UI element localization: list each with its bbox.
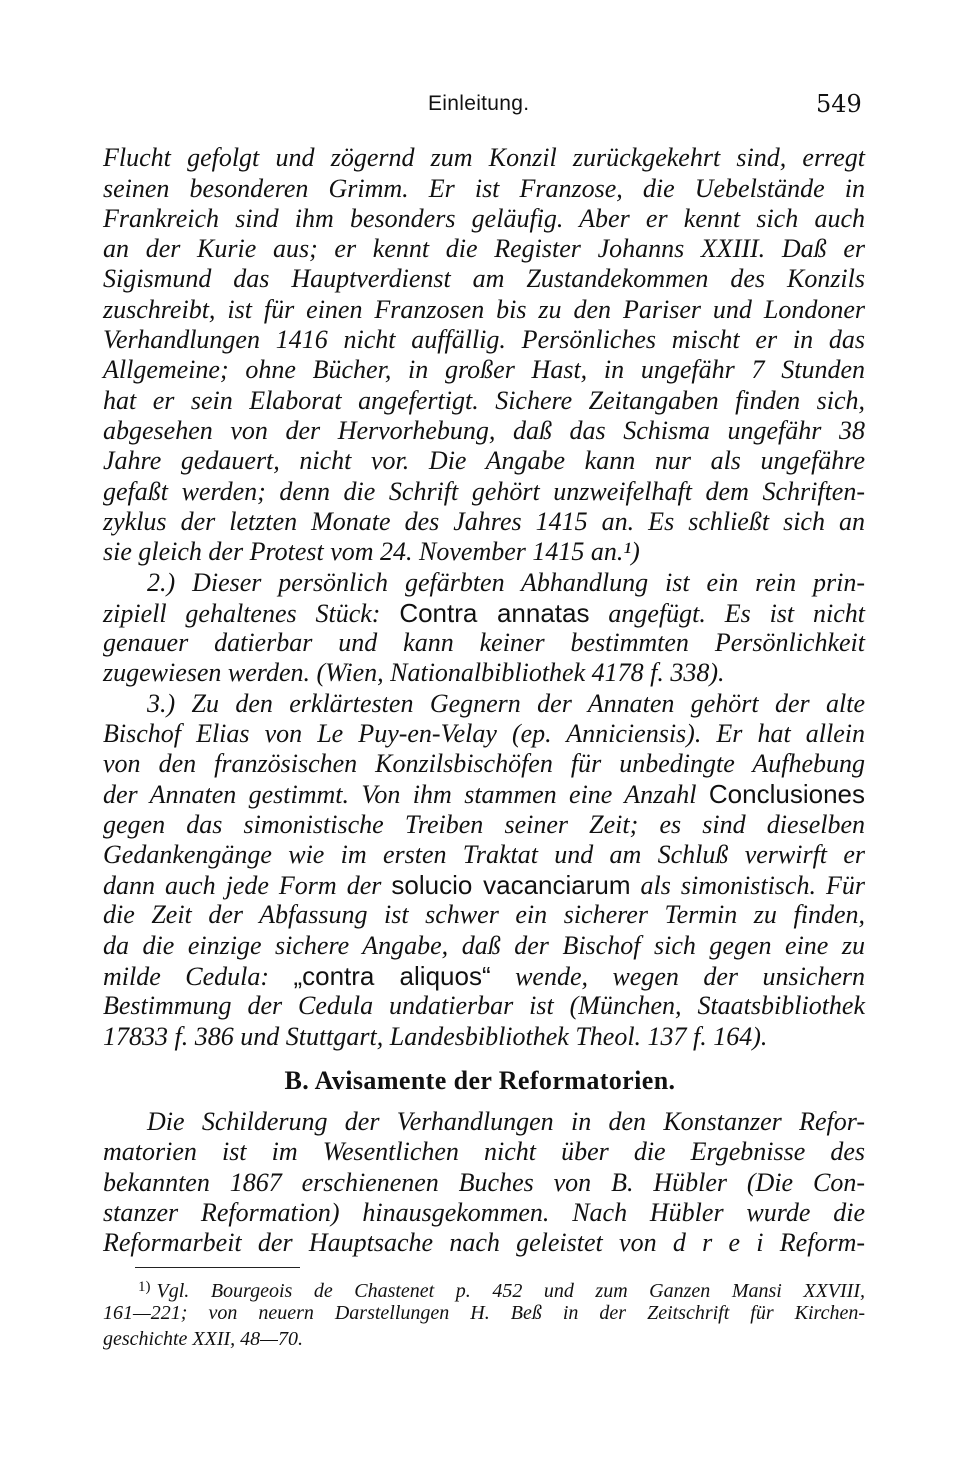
text-line: Gedankengänge wie im ersten Traktat und am Schluß verwirft er xyxy=(103,840,865,869)
text-line: zugewiesen werden. (Wien, Nationalbibliothek 4178 f. 338). xyxy=(103,658,725,687)
text-line: die Zeit der Abfassung ist schwer ein sicherer Termin zu finden, xyxy=(103,900,865,929)
text-segment: milde Cedula: xyxy=(103,962,294,991)
text-line: 2.) Dieser persönlich gefärbten Abhandlung ist ein rein prin- xyxy=(147,568,865,597)
text-line: 17833 f. 386 und Stuttgart, Landesbibliothek Theol. 137 f. 164). xyxy=(103,1022,768,1051)
text-segment: angefügt. Es ist nicht xyxy=(589,599,865,628)
text-line xyxy=(103,778,865,810)
text-line: an der Kurie aus; er kennt die Register Johanns XXIII. Daß er xyxy=(103,234,865,263)
text-line: 3.) Zu den erklärtesten Gegnern der Annaten gehört der alte xyxy=(147,689,865,718)
text-line: Sigismund das Hauptverdienst am Zustandekommen des Konzils xyxy=(103,264,865,293)
source-title: Contra annatas xyxy=(399,598,590,628)
text-line: Bestimmung der Cedula undatierbar ist (München, Staatsbibliothek xyxy=(103,991,865,1020)
text-line: hat er sein Elaborat angefertigt. Sichere Zeitangaben finden sich, xyxy=(103,386,865,415)
text-line: Jahre gedauert, nicht vor. Die Angabe kann nur als ungefähre xyxy=(103,446,865,475)
text-segment: wende, wegen der unsichern xyxy=(490,962,865,991)
text-line: von den französischen Konzilsbischöfen für unbedingte Aufhebung xyxy=(103,749,865,778)
text-line: Allgemeine; ohne Bücher, in großer Hast, in ungefähr 7 Stunden xyxy=(103,355,865,384)
footnote-text: Vgl. Bourgeois de Chastenet p. 452 und zum Ganzen Mansi XXVIII, xyxy=(156,1280,865,1302)
footnote-line: geschichte XXII, 48—70. xyxy=(103,1328,303,1350)
source-title: „contra aliquos“ xyxy=(293,961,491,991)
section-heading: B. Avisamente der Reformatorien. xyxy=(284,1066,676,1095)
text-line xyxy=(103,597,865,629)
text-line: gefaßt werden; denn die Schrift gehört unzweifelhaft dem Schriften- xyxy=(103,477,865,506)
source-title: solucio vacanciarum xyxy=(391,870,631,900)
text-line: da die einzige sichere Angabe, daß der Bischof sich gegen eine zu xyxy=(103,931,865,960)
chapter-title: Einleitung. xyxy=(428,92,530,115)
text-line: abgesehen von der Hervorhebung, daß das Schisma ungefähr 38 xyxy=(103,416,865,445)
running-head xyxy=(0,92,960,122)
footnote-marker: 1) xyxy=(138,1279,151,1295)
text-line: stanzer Reformation) hinausgekommen. Nach Hübler wurde die xyxy=(103,1198,865,1227)
text-segment: dann auch jede Form der xyxy=(103,871,392,900)
footnote-line xyxy=(138,1273,865,1301)
text-segment: zipiell gehaltenes Stück: xyxy=(103,599,400,628)
text-segment: der Annaten gestimmt. Von ihm stammen eine Anzahl xyxy=(103,780,709,809)
text-line: Bischof Elias von Le Puy-en-Velay (ep. Anniciensis). Er hat allein xyxy=(103,719,865,748)
text-line: Frankreich sind ihm besonders geläufig. Aber er kennt sich auch xyxy=(103,204,865,233)
text-line: bekannten 1867 erschienenen Buches von B. Hübler (Die Con- xyxy=(103,1168,865,1197)
text-line: sie gleich der Protest vom 24. November 1415 an.¹) xyxy=(103,537,640,566)
text-segment: als simonistisch. Für xyxy=(630,871,865,900)
text-line: Die Schilderung der Verhandlungen in den Konstanzer Refor- xyxy=(147,1107,865,1136)
source-title: Conclusiones xyxy=(708,779,865,809)
text-line: Verhandlungen 1416 nicht auffällig. Persönliches mischt er in das xyxy=(103,325,865,354)
text-line: zyklus der letzten Monate des Jahres 1415 an. Es schließt sich an xyxy=(103,507,865,536)
footnote-line: 161—221; von neuern Darstellungen H. Beß in der Zeitschrift für Kirchen- xyxy=(103,1302,865,1324)
page-number: 549 xyxy=(816,90,862,118)
text-line: genauer datierbar und kann keiner bestimmten Persönlichkeit xyxy=(103,628,865,657)
text-line xyxy=(103,960,865,992)
text-line: Flucht gefolgt und zögernd zum Konzil zurückgekehrt sind, erregt xyxy=(103,143,865,172)
text-line xyxy=(103,869,865,901)
text-line: Reformarbeit der Hauptsache nach geleistet von d r e i Reform- xyxy=(103,1228,865,1257)
text-line: seinen besonderen Grimm. Er ist Franzose, die Uebelstände in xyxy=(103,174,865,203)
footnote-separator xyxy=(135,1267,300,1268)
text-line: gegen das simonistische Treiben seiner Zeit; es sind dieselben xyxy=(103,810,865,839)
text-line: matorien ist im Wesentlichen nicht über die Ergebnisse des xyxy=(103,1137,865,1166)
text-line: zuschreibt, ist für einen Franzosen bis zu den Pariser und Londoner xyxy=(103,295,865,324)
